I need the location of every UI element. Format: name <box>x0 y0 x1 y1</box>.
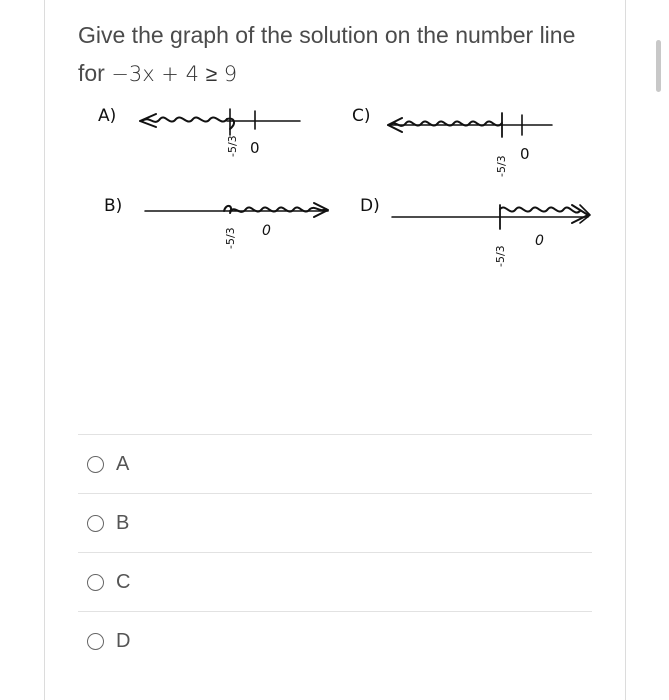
graph-a-tick-1: -5/3 <box>226 135 239 157</box>
radio-button-d[interactable] <box>87 633 104 650</box>
graph-d-tick-2: 0 <box>535 233 544 249</box>
graph-c-tick-2: 0 <box>520 145 530 163</box>
graph-c <box>352 106 552 177</box>
question-text <box>78 16 598 93</box>
option-a-label: A <box>116 452 130 475</box>
option-d[interactable] <box>78 611 592 670</box>
option-c-label: C <box>116 570 131 593</box>
option-b[interactable] <box>78 493 592 552</box>
graph-b-tick-1: -5/3 <box>224 227 237 249</box>
graph-d-tick-1: -5/3 <box>494 245 507 267</box>
radio-button-c[interactable] <box>87 574 104 591</box>
graph-d <box>360 196 590 267</box>
handwritten-graphs-image <box>90 95 600 295</box>
answer-options <box>78 434 592 670</box>
graph-c-label: C) <box>352 106 371 126</box>
graph-b <box>104 196 328 249</box>
graph-a-label: A) <box>98 106 117 126</box>
option-c[interactable] <box>78 552 592 611</box>
radio-button-a[interactable] <box>87 456 104 473</box>
graph-b-tick-2: 0 <box>262 223 271 239</box>
radio-button-b[interactable] <box>87 515 104 532</box>
graph-a-tick-2: 0 <box>250 139 260 157</box>
option-b-label: B <box>116 511 130 534</box>
inequality: −3x + 4 ≥ 9 <box>111 62 238 86</box>
graph-d-label: D) <box>360 196 380 216</box>
question-prompt: Give the graph of the solution on the number line for <box>78 22 576 86</box>
graph-c-tick-1: -5/3 <box>495 155 508 177</box>
graph-b-label: B) <box>104 196 123 216</box>
option-d-label: D <box>116 629 131 652</box>
option-a[interactable] <box>78 434 592 493</box>
scrollbar[interactable] <box>656 40 661 92</box>
graph-a <box>98 106 300 157</box>
